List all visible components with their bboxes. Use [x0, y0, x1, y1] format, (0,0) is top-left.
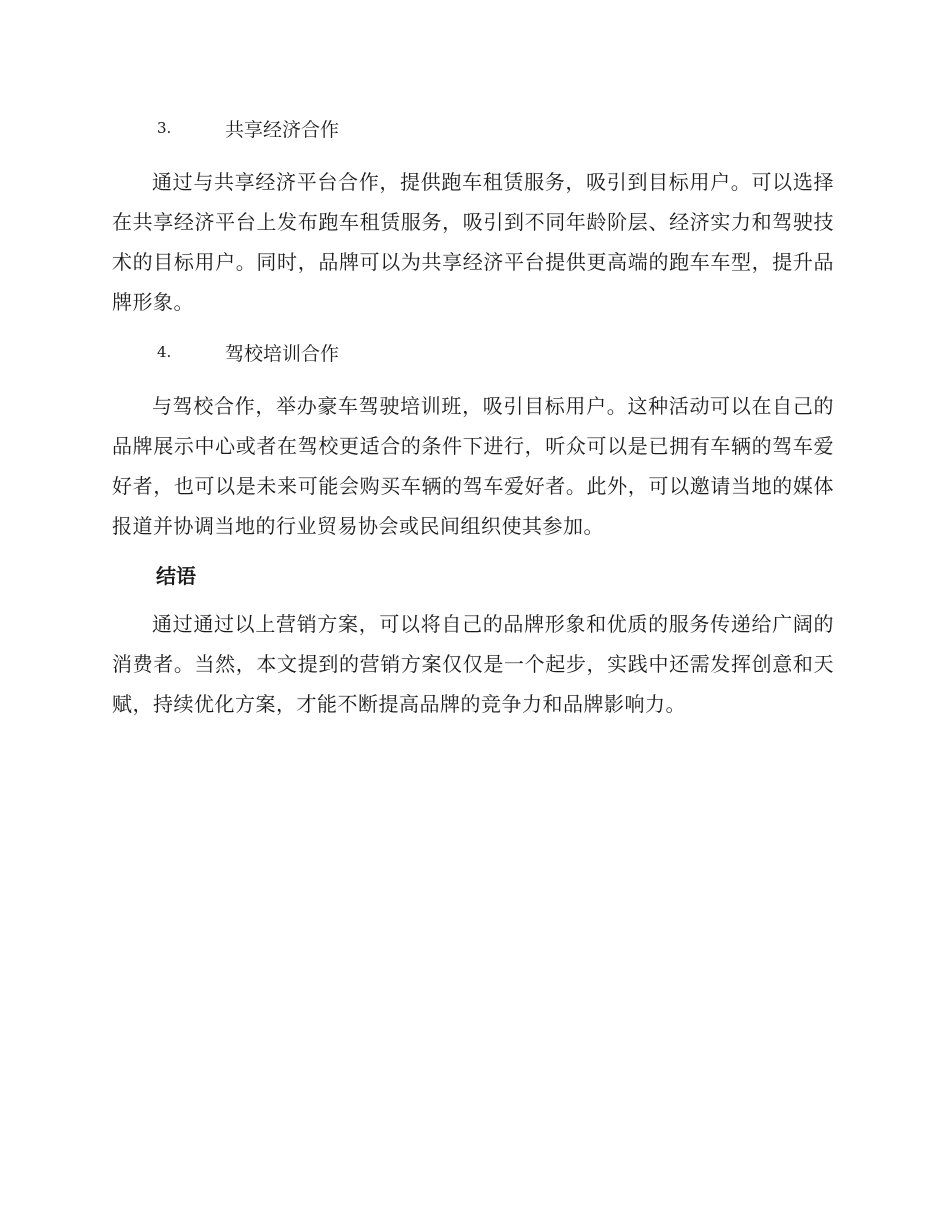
list-heading-text: 驾校培训合作 [225, 342, 340, 365]
list-number: 4. [157, 343, 172, 361]
document-content [112, 108, 834, 734]
paragraph-shared-economy: 通过与共享经济平台合作，提供跑车租赁服务，吸引到目标用户。可以选择在共享经济平台上发布跑车租赁服务，吸引到不同年龄阶层、经济实力和驾驶技术的目标用户。同时，品牌可以为共享经济平台提供更高端的跑车车型，提升品牌形象。 [112, 170, 834, 314]
paragraph-conclusion: 通过通过以上营销方案，可以将自己的品牌形象和优质的服务传递给广阔的消费者。当然，本文提到的营销方案仅仅是一个起步，实践中还需发挥创意和天赋，持续优化方案，才能不断提高品牌的竞争力和品牌影响力。 [112, 612, 834, 716]
list-number: 3. [157, 119, 172, 137]
list-heading-3 [112, 108, 834, 148]
conclusion-title: 结语 [156, 564, 196, 588]
list-heading-text: 共享经济合作 [225, 118, 340, 141]
list-heading-4 [112, 332, 834, 372]
paragraph-driving-school: 与驾校合作，举办豪车驾驶培训班，吸引目标用户。这种活动可以在自己的品牌展示中心或者在驾校更适合的条件下进行，听众可以是已拥有车辆的驾车爱好者，也可以是未来可能会购买车辆的驾车爱好者。此外，可以邀请当地的媒体报道并协调当地的行业贸易协会或民间组织使其参加。 [112, 394, 834, 538]
